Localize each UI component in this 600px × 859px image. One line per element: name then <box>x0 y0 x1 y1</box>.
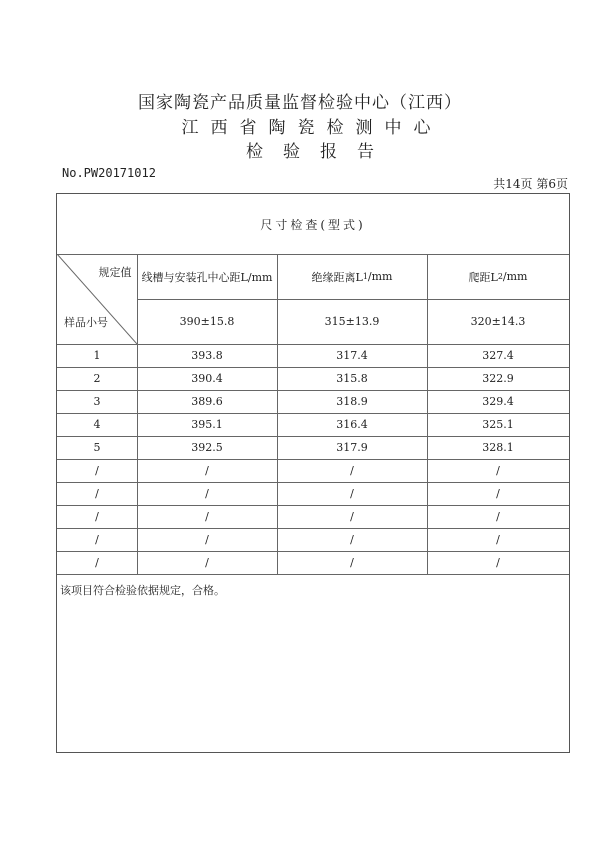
column-header-l2-text: 爬距L <box>468 270 498 284</box>
cell-l1: 318.9 <box>336 395 368 408</box>
corner-sample-label: 样品小号 <box>64 316 108 329</box>
header-report-title: 检验报告 <box>246 142 394 162</box>
cell-l1: 317.9 <box>336 441 368 454</box>
cell-l: 393.8 <box>191 349 223 362</box>
cell-l: / <box>205 533 209 546</box>
cell-l: 392.5 <box>191 441 223 454</box>
row-number: 2 <box>93 372 101 385</box>
cell-l: / <box>205 487 209 500</box>
cell-l1: / <box>350 510 354 523</box>
column-header-l1-text: 绝缘距离L <box>311 270 363 284</box>
cell-l1: / <box>350 556 354 569</box>
section-title: 尺寸检查(型式) <box>260 217 366 232</box>
cell-l2: / <box>496 487 500 500</box>
cell-l2: 329.4 <box>482 395 514 408</box>
spec-value-l1: 315±13.9 <box>324 315 380 328</box>
cell-l1: 316.4 <box>336 418 368 431</box>
corner-spec-label: 规定值 <box>98 266 132 279</box>
row-number: 1 <box>93 349 101 362</box>
cell-l2: 322.9 <box>482 372 514 385</box>
header-center: 江西省陶瓷检测中心 <box>181 118 443 138</box>
cell-l2: / <box>496 510 500 523</box>
report-table-frame <box>56 193 570 753</box>
row-number: 5 <box>93 441 101 454</box>
column-divider <box>137 254 138 574</box>
cell-l2: / <box>496 533 500 546</box>
column-header-l1: 绝缘距离L 1 /mm <box>311 270 393 284</box>
report-number: No.PW20171012 <box>62 166 156 180</box>
cell-l: / <box>205 464 209 477</box>
cell-l: 390.4 <box>191 372 223 385</box>
cell-l: / <box>205 510 209 523</box>
column-header-l1-unit: /mm <box>367 270 393 283</box>
column-header-l: 线槽与安装孔中心距L/mm <box>141 270 273 284</box>
row-number: / <box>95 510 99 523</box>
cell-l1: / <box>350 464 354 477</box>
cell-l2: / <box>496 464 500 477</box>
column-divider <box>427 254 428 574</box>
cell-l2: 327.4 <box>482 349 514 362</box>
page-info: 共14页 第6页 <box>493 177 568 191</box>
row-number: / <box>95 556 99 569</box>
cell-l: 389.6 <box>191 395 223 408</box>
row-number: 4 <box>93 418 101 431</box>
cell-l2: 328.1 <box>482 441 514 454</box>
cell-l2: / <box>496 556 500 569</box>
spec-value-l2: 320±14.3 <box>470 315 526 328</box>
row-number: 3 <box>93 395 101 408</box>
cell-l: 395.1 <box>191 418 223 431</box>
cell-l1: / <box>350 487 354 500</box>
column-header-l2-unit: /mm <box>502 270 528 283</box>
cell-l2: 325.1 <box>482 418 514 431</box>
cell-l: / <box>205 556 209 569</box>
row-number: / <box>95 487 99 500</box>
cell-l1: 317.4 <box>336 349 368 362</box>
spec-value-l: 390±15.8 <box>179 315 235 328</box>
column-divider <box>277 254 278 574</box>
column-header-l2: 爬距L 2 /mm <box>468 270 528 284</box>
conclusion-text: 该项目符合检验依据规定，合格。 <box>60 584 225 597</box>
cell-l1: 315.8 <box>336 372 368 385</box>
row-number: / <box>95 464 99 477</box>
divider <box>57 574 569 575</box>
header-institution: 国家陶瓷产品质量监督检验中心（江西） <box>138 93 462 113</box>
cell-l1: / <box>350 533 354 546</box>
row-number: / <box>95 533 99 546</box>
